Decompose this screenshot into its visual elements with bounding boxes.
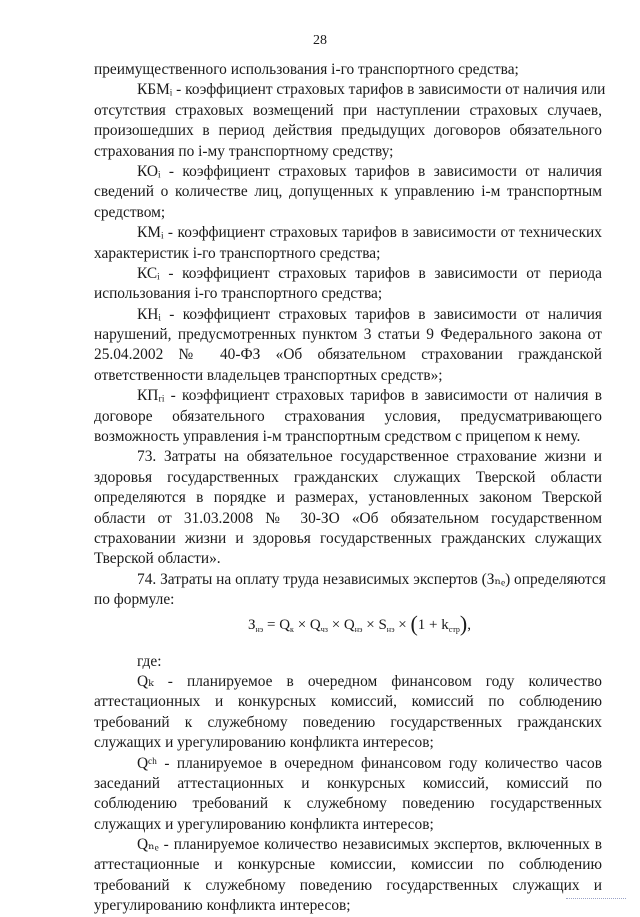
document-body — [94, 60, 606, 917]
text-line: 74. Затраты на оплату труда независимых экспертов (Зₙₑ) определяются — [137, 570, 606, 588]
formula-eq: = — [263, 616, 280, 633]
text-line: служащих и урегулированию конфликта интересов; — [94, 815, 434, 833]
text-line: КБМᵢ - коэффициент страховых тарифов в зависимости от наличия или — [137, 81, 606, 99]
text-line: аттестационных и конкурсных комиссий, комиссий по соблюдению — [94, 693, 602, 711]
formula-close-paren: ) — [459, 610, 468, 636]
text-line: ответственности владельцев транспортных средств»; — [94, 366, 443, 384]
text-line: КПᵣᵢ - коэффициент страховых тарифов в зависимости от наличия в — [137, 387, 602, 405]
text-line: преимущественного использования i-го транспортного средства; — [94, 61, 519, 78]
text-line: 25.04.2002 № 40-ФЗ «Об обязательном страховании гражданской — [94, 346, 602, 364]
text-line: Qₙₑ - планируемое количество независимых экспертов, включенных в — [137, 836, 602, 854]
text-line: использования i-го транспортного средства; — [94, 285, 383, 303]
text-line: КСᵢ - коэффициент страховых тарифов в зависимости от периода — [137, 264, 602, 282]
formula-lhs: З — [248, 616, 256, 633]
formula — [94, 611, 602, 652]
formula-times-1: × — [293, 616, 310, 633]
formula-s-sub: нэ — [386, 624, 395, 634]
formula-qch-sub: чз — [320, 624, 328, 634]
text-line: заседаний аттестационных и конкурсных комиссий, комиссий по — [94, 774, 602, 792]
text-line: аттестационные и конкурсные комиссии, комиссии по соблюдению — [94, 856, 602, 874]
formula-times-2: × — [327, 616, 344, 633]
text-line: договоре обязательного страхования условия, предусматривающего — [94, 407, 602, 425]
formula-lhs-sub: нэ — [255, 624, 264, 634]
text-line: страхования по i-му транспортному средству; — [94, 142, 394, 160]
text-line: Qᶜʰ - планируемое в очередном финансовом году количество часов — [137, 754, 602, 772]
text-line: 73. Затраты на обязательное государственное страхование жизни и — [137, 448, 602, 466]
formula-times-3: × — [362, 616, 379, 633]
formula-one-plus-k: 1 + k — [417, 616, 449, 633]
formula-open-paren: ( — [410, 610, 418, 636]
text-line: возможность управления i-м транспортным средством с прицепом к нему. — [94, 428, 581, 446]
text-line: требований к служебному поведению государственных гражданских — [94, 713, 602, 731]
text-line: здоровья государственных гражданских служащих Тверской области — [94, 468, 602, 486]
text-block-1 — [94, 60, 606, 611]
text-line: Тверской области». — [94, 550, 221, 568]
text-line: характеристик i-го транспортного средства; — [94, 244, 381, 262]
formula-s: S — [378, 616, 387, 633]
text-line: Qₖ - планируемое в очередном финансовом году количество — [137, 672, 602, 690]
text-line: нарушений, предусмотренных пунктом 3 статьи 9 Федерального закона от — [94, 326, 602, 344]
footer-mark — [566, 892, 626, 899]
text-line: соблюдению требований к служебному поведению государственных — [94, 795, 602, 813]
formula-qk-sub: к — [290, 624, 294, 634]
formula-qch: Q — [309, 616, 321, 633]
text-line: КМᵢ - коэффициент страховых тарифов в зависимости от технических — [137, 224, 602, 242]
page-number: 28 — [313, 33, 327, 48]
formula-qk: Q — [279, 616, 291, 633]
text-block-2 — [94, 652, 602, 917]
text-line: КНᵢ - коэффициент страховых тарифов в зависимости от наличия — [137, 305, 602, 323]
formula-comma: , — [467, 616, 471, 633]
formula-qne: Q — [343, 616, 355, 633]
text-line: по формуле: — [94, 591, 175, 609]
text-line: урегулированию конфликта интересов; — [94, 897, 351, 915]
formula-qne-sub: нэ — [354, 624, 363, 634]
text-line: требований к служебному поведению государственных служащих и — [94, 876, 602, 894]
text-line: страховании жизни и здоровья государственных гражданских служащих — [94, 529, 602, 547]
text-line: КОᵢ - коэффициент страховых тарифов в зависимости от наличия — [137, 162, 602, 180]
formula-k-sub: стр — [448, 624, 460, 634]
text-line: где: — [137, 652, 162, 670]
text-line: области от 31.03.2008 № 30-ЗО «Об обязательном государственном — [94, 509, 602, 527]
text-line: служащих и урегулированию конфликта интересов; — [94, 734, 434, 752]
text-line: произошедших в период действия предыдущих договоров обязательного — [94, 122, 602, 140]
text-line: средством; — [94, 203, 166, 221]
text-line: сведений о количестве лиц, допущенных к управлению i-м транспортным — [94, 183, 602, 201]
text-line: определяются в порядке и размерах, установленных законом Тверской — [94, 489, 602, 507]
formula-times-4: × — [394, 616, 411, 633]
text-line: отсутствия страховых возмещений при наступлении страховых случаев, — [94, 101, 602, 119]
